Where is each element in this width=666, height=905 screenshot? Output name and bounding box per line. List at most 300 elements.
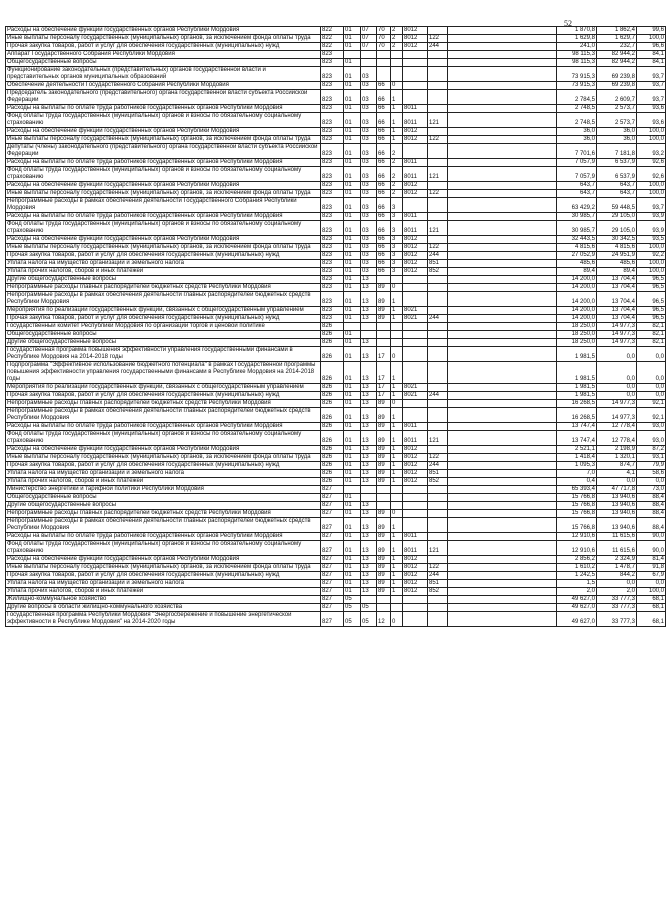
cell-program bbox=[377, 59, 391, 67]
table-row bbox=[6, 244, 666, 252]
cell-program: 89 bbox=[377, 533, 391, 541]
cell-percent: 93,1 bbox=[637, 454, 666, 462]
cell-direction bbox=[403, 502, 428, 510]
cell-section: 01 bbox=[344, 82, 361, 90]
cell-direction: 8012 bbox=[403, 182, 428, 190]
cell-plan: 14 200,0 bbox=[557, 276, 597, 284]
cell-ministry: 823 bbox=[321, 59, 344, 67]
cell-name: Расходы на выплаты по оплате труда работников государственных органов Республики Мордовия bbox=[6, 105, 321, 113]
cell-subsection bbox=[361, 494, 377, 502]
cell-subprogram: 1 bbox=[391, 392, 403, 400]
cell-program: 66 bbox=[377, 128, 391, 136]
cell-expense-type: 122 bbox=[428, 564, 448, 572]
cell-name: Председатель законодательного (представительного) органа государственной власти субъекта Российской Федерации bbox=[6, 90, 321, 105]
cell-execution: 232,7 bbox=[597, 43, 637, 51]
cell-execution: 0,0 bbox=[597, 347, 637, 362]
cell-section: 01 bbox=[344, 510, 361, 518]
cell-execution: 0,0 bbox=[597, 362, 637, 384]
cell-expense-type: 121 bbox=[428, 541, 448, 556]
cell-section: 01 bbox=[344, 392, 361, 400]
cell-execution: 14 977,3 bbox=[597, 339, 637, 347]
cell-direction: 8012 bbox=[403, 43, 428, 51]
cell-subsection: 03 bbox=[361, 90, 377, 105]
cell-program: 17 bbox=[377, 347, 391, 362]
cell-direction: 8012 bbox=[403, 128, 428, 136]
table-row bbox=[6, 572, 666, 580]
table-row bbox=[6, 494, 666, 502]
cell-plan: 13 747,4 bbox=[557, 423, 597, 431]
cell-subprogram: 1 bbox=[391, 462, 403, 470]
cell-name: Государственный комитет Республики Мордовия по организации торгов и ценовой политике bbox=[6, 323, 321, 331]
cell-section: 01 bbox=[344, 105, 361, 113]
cell-direction: 8012 bbox=[403, 478, 428, 486]
cell-section: 01 bbox=[344, 167, 361, 182]
cell-expense-type bbox=[428, 307, 448, 315]
table-row bbox=[6, 51, 666, 59]
cell-direction bbox=[403, 276, 428, 284]
table-row bbox=[6, 67, 666, 82]
cell-percent: 92,1 bbox=[637, 400, 666, 408]
cell-subprogram bbox=[391, 486, 403, 494]
cell-extra bbox=[448, 384, 557, 392]
cell-plan: 98 115,3 bbox=[557, 59, 597, 67]
cell-subsection: 03 bbox=[361, 213, 377, 221]
cell-name: Расходы на обеспечение функций государственных органов Республики Мордовия bbox=[6, 182, 321, 190]
cell-extra bbox=[448, 221, 557, 236]
cell-extra bbox=[448, 339, 557, 347]
cell-program: 70 bbox=[377, 43, 391, 51]
cell-subsection: 13 bbox=[361, 564, 377, 572]
cell-section: 01 bbox=[344, 236, 361, 244]
cell-plan: 18 250,0 bbox=[557, 339, 597, 347]
cell-expense-type: 244 bbox=[428, 572, 448, 580]
cell-expense-type bbox=[428, 159, 448, 167]
cell-ministry: 823 bbox=[321, 244, 344, 252]
cell-subsection: 13 bbox=[361, 478, 377, 486]
table-row bbox=[6, 478, 666, 486]
cell-program bbox=[377, 604, 391, 612]
cell-extra bbox=[448, 190, 557, 198]
cell-plan: 49 627,0 bbox=[557, 604, 597, 612]
cell-ministry: 826 bbox=[321, 462, 344, 470]
cell-extra bbox=[448, 423, 557, 431]
cell-subsection: 07 bbox=[361, 27, 377, 35]
cell-subsection: 13 bbox=[361, 580, 377, 588]
cell-direction: 8012 bbox=[403, 268, 428, 276]
cell-section: 05 bbox=[344, 604, 361, 612]
cell-plan: 1 981,5 bbox=[557, 384, 597, 392]
cell-execution: 82 944,2 bbox=[597, 59, 637, 67]
cell-section: 01 bbox=[344, 454, 361, 462]
cell-name: Расходы на обеспечение функций государственных органов Республики Мордовия bbox=[6, 556, 321, 564]
cell-plan: 2 521,1 bbox=[557, 446, 597, 454]
table-row bbox=[6, 276, 666, 284]
cell-extra bbox=[448, 431, 557, 446]
cell-expense-type: 851 bbox=[428, 260, 448, 268]
cell-ministry: 826 bbox=[321, 446, 344, 454]
cell-subprogram: 2 bbox=[391, 190, 403, 198]
cell-name: Иные выплаты персоналу государственных (муниципальных) органов, за исключением фонда оплаты труда bbox=[6, 136, 321, 144]
cell-execution: 30 342,5 bbox=[597, 236, 637, 244]
cell-subprogram: 1 bbox=[391, 556, 403, 564]
cell-percent: 82,1 bbox=[637, 339, 666, 347]
cell-direction: 8011 bbox=[403, 167, 428, 182]
cell-plan: 14 200,0 bbox=[557, 284, 597, 292]
cell-ministry: 823 bbox=[321, 236, 344, 244]
table-row bbox=[6, 533, 666, 541]
cell-ministry: 826 bbox=[321, 339, 344, 347]
table-row bbox=[6, 596, 666, 604]
cell-name: Функционирование законодательных (представительных) органов государственной власти и представительных органов муниципальных образований bbox=[6, 67, 321, 82]
cell-name: Расходы на обеспечение функций государственных органов Республики Мордовия bbox=[6, 128, 321, 136]
cell-expense-type bbox=[428, 556, 448, 564]
cell-program: 89 bbox=[377, 572, 391, 580]
cell-plan: 2 748,5 bbox=[557, 105, 597, 113]
table-row bbox=[6, 307, 666, 315]
cell-ministry: 826 bbox=[321, 454, 344, 462]
cell-section bbox=[344, 51, 361, 59]
cell-expense-type bbox=[428, 400, 448, 408]
cell-expense-type bbox=[428, 236, 448, 244]
cell-direction: 8012 bbox=[403, 260, 428, 268]
cell-expense-type: 852 bbox=[428, 478, 448, 486]
cell-plan: 49 627,0 bbox=[557, 596, 597, 604]
cell-extra bbox=[448, 315, 557, 323]
cell-plan: 73 915,3 bbox=[557, 67, 597, 82]
cell-extra bbox=[448, 446, 557, 454]
cell-extra bbox=[448, 128, 557, 136]
table-row bbox=[6, 43, 666, 51]
cell-subprogram: 2 bbox=[391, 43, 403, 51]
cell-extra bbox=[448, 347, 557, 362]
cell-name: Другие вопросы в области жилищно-коммунального хозяйства bbox=[6, 604, 321, 612]
cell-ministry: 826 bbox=[321, 362, 344, 384]
cell-extra bbox=[448, 362, 557, 384]
cell-ministry: 823 bbox=[321, 213, 344, 221]
cell-expense-type bbox=[428, 494, 448, 502]
cell-expense-type bbox=[428, 596, 448, 604]
cell-execution: 13 704,4 bbox=[597, 315, 637, 323]
cell-ministry: 823 bbox=[321, 268, 344, 276]
cell-subsection: 07 bbox=[361, 43, 377, 51]
cell-program bbox=[377, 323, 391, 331]
cell-section: 01 bbox=[344, 408, 361, 423]
cell-subsection: 13 bbox=[361, 292, 377, 307]
cell-direction bbox=[403, 362, 428, 384]
cell-percent: 93,0 bbox=[637, 431, 666, 446]
cell-name: Общегосударственные вопросы bbox=[6, 494, 321, 502]
cell-plan: 2 784,5 bbox=[557, 90, 597, 105]
cell-section: 01 bbox=[344, 580, 361, 588]
cell-subsection: 05 bbox=[361, 604, 377, 612]
cell-plan: 2,0 bbox=[557, 588, 597, 596]
table-row bbox=[6, 35, 666, 43]
cell-extra bbox=[448, 113, 557, 128]
cell-expense-type bbox=[428, 384, 448, 392]
cell-extra bbox=[448, 572, 557, 580]
cell-expense-type: 852 bbox=[428, 268, 448, 276]
cell-direction: 8012 bbox=[403, 588, 428, 596]
cell-percent: 96,6 bbox=[637, 43, 666, 51]
cell-percent: 93,6 bbox=[637, 105, 666, 113]
cell-execution: 643,7 bbox=[597, 182, 637, 190]
cell-subsection bbox=[361, 486, 377, 494]
cell-section: 01 bbox=[344, 347, 361, 362]
cell-percent: 68,1 bbox=[637, 612, 666, 627]
cell-direction: 8011 bbox=[403, 159, 428, 167]
table-row bbox=[6, 236, 666, 244]
table-row bbox=[6, 252, 666, 260]
cell-extra bbox=[448, 244, 557, 252]
cell-direction: 8012 bbox=[403, 190, 428, 198]
cell-program: 89 bbox=[377, 423, 391, 431]
cell-section: 01 bbox=[344, 268, 361, 276]
cell-plan: 36,0 bbox=[557, 128, 597, 136]
cell-subsection: 13 bbox=[361, 556, 377, 564]
cell-execution: 59 448,5 bbox=[597, 198, 637, 213]
cell-extra bbox=[448, 400, 557, 408]
cell-subprogram: 3 bbox=[391, 221, 403, 236]
cell-name: Аппарат Государственного Собрания Республики Мордовия bbox=[6, 51, 321, 59]
table-row bbox=[6, 400, 666, 408]
table-row bbox=[6, 90, 666, 105]
cell-percent: 0,0 bbox=[637, 362, 666, 384]
cell-execution: 2 609,7 bbox=[597, 90, 637, 105]
cell-expense-type bbox=[428, 502, 448, 510]
cell-direction bbox=[403, 596, 428, 604]
cell-direction: 8012 bbox=[403, 252, 428, 260]
cell-percent: 81,4 bbox=[637, 556, 666, 564]
cell-execution: 33 777,3 bbox=[597, 612, 637, 627]
cell-execution: 13 940,6 bbox=[597, 510, 637, 518]
cell-execution: 0,0 bbox=[597, 392, 637, 400]
cell-direction: 8012 bbox=[403, 27, 428, 35]
cell-percent: 92,1 bbox=[637, 408, 666, 423]
cell-expense-type bbox=[428, 182, 448, 190]
cell-execution: 13 704,4 bbox=[597, 292, 637, 307]
cell-program: 89 bbox=[377, 588, 391, 596]
cell-subprogram: 1 bbox=[391, 564, 403, 572]
cell-section: 01 bbox=[344, 35, 361, 43]
cell-subprogram: 3 bbox=[391, 252, 403, 260]
cell-direction bbox=[403, 292, 428, 307]
cell-subsection: 05 bbox=[361, 612, 377, 627]
cell-section: 01 bbox=[344, 588, 361, 596]
cell-program: 89 bbox=[377, 284, 391, 292]
cell-subsection: 13 bbox=[361, 470, 377, 478]
cell-execution: 0,0 bbox=[597, 478, 637, 486]
cell-section: 01 bbox=[344, 423, 361, 431]
cell-program: 66 bbox=[377, 90, 391, 105]
cell-ministry: 823 bbox=[321, 82, 344, 90]
table-row bbox=[6, 105, 666, 113]
cell-percent: 93,7 bbox=[637, 198, 666, 213]
cell-subprogram: 3 bbox=[391, 244, 403, 252]
cell-program bbox=[377, 276, 391, 284]
cell-name: Фонд оплаты труда государственных (муниципальных) органов и взносы по обязательному социальному страхованию bbox=[6, 541, 321, 556]
cell-plan: 32 443,5 bbox=[557, 236, 597, 244]
cell-section: 01 bbox=[344, 113, 361, 128]
cell-extra bbox=[448, 541, 557, 556]
cell-percent: 93,5 bbox=[637, 236, 666, 244]
cell-percent: 93,2 bbox=[637, 144, 666, 159]
cell-execution: 14 977,3 bbox=[597, 331, 637, 339]
cell-ministry: 823 bbox=[321, 136, 344, 144]
cell-direction: 8021 bbox=[403, 307, 428, 315]
cell-percent: 96,5 bbox=[637, 276, 666, 284]
cell-section: 01 bbox=[344, 533, 361, 541]
cell-ministry: 823 bbox=[321, 198, 344, 213]
cell-program: 66 bbox=[377, 268, 391, 276]
table-row bbox=[6, 392, 666, 400]
cell-direction: 8012 bbox=[403, 136, 428, 144]
table-row bbox=[6, 144, 666, 159]
cell-direction: 8011 bbox=[403, 221, 428, 236]
cell-plan: 98 115,3 bbox=[557, 51, 597, 59]
cell-expense-type bbox=[428, 446, 448, 454]
cell-subprogram: 3 bbox=[391, 260, 403, 268]
cell-expense-type: 122 bbox=[428, 454, 448, 462]
cell-ministry: 822 bbox=[321, 35, 344, 43]
cell-ministry: 827 bbox=[321, 580, 344, 588]
cell-percent: 93,9 bbox=[637, 213, 666, 221]
cell-ministry: 827 bbox=[321, 556, 344, 564]
cell-extra bbox=[448, 556, 557, 564]
table-row bbox=[6, 284, 666, 292]
cell-execution: 69 239,8 bbox=[597, 82, 637, 90]
table-row bbox=[6, 292, 666, 307]
cell-subprogram: 1 bbox=[391, 292, 403, 307]
cell-subsection: 13 bbox=[361, 502, 377, 510]
cell-extra bbox=[448, 59, 557, 67]
cell-extra bbox=[448, 518, 557, 533]
cell-program bbox=[377, 494, 391, 502]
cell-direction: 8021 bbox=[403, 384, 428, 392]
cell-name: Прочая закупка товаров, работ и услуг для обеспечения государственных (муниципальных) нужд bbox=[6, 252, 321, 260]
cell-ministry: 827 bbox=[321, 564, 344, 572]
cell-percent: 100,0 bbox=[637, 190, 666, 198]
cell-execution: 874,7 bbox=[597, 462, 637, 470]
cell-percent: 82,1 bbox=[637, 323, 666, 331]
cell-name: Министерство энергетики и тарифной политики Республики Мордовия bbox=[6, 486, 321, 494]
cell-subsection bbox=[361, 51, 377, 59]
cell-subprogram bbox=[391, 323, 403, 331]
cell-subprogram: 1 bbox=[391, 572, 403, 580]
cell-program: 89 bbox=[377, 307, 391, 315]
cell-percent: 93,9 bbox=[637, 221, 666, 236]
cell-expense-type bbox=[428, 408, 448, 423]
cell-direction bbox=[403, 90, 428, 105]
cell-subsection: 13 bbox=[361, 533, 377, 541]
cell-name: Государственная программа Республики Мордовия "Энергосбережение и повышение энергетической эффективности в Республике Мордовия" на 2014-2020 годы bbox=[6, 612, 321, 627]
cell-section: 01 bbox=[344, 276, 361, 284]
cell-program bbox=[377, 51, 391, 59]
cell-direction bbox=[403, 494, 428, 502]
cell-plan: 89,4 bbox=[557, 268, 597, 276]
cell-percent: 67,9 bbox=[637, 572, 666, 580]
cell-section: 01 bbox=[344, 221, 361, 236]
cell-plan: 485,6 bbox=[557, 260, 597, 268]
cell-direction: 8012 bbox=[403, 446, 428, 454]
cell-section: 01 bbox=[344, 292, 361, 307]
cell-extra bbox=[448, 604, 557, 612]
cell-subprogram: 2 bbox=[391, 35, 403, 43]
cell-subsection: 07 bbox=[361, 35, 377, 43]
cell-program: 70 bbox=[377, 27, 391, 35]
cell-percent: 100,0 bbox=[637, 35, 666, 43]
cell-plan: 27 052,9 bbox=[557, 252, 597, 260]
cell-subsection: 13 bbox=[361, 541, 377, 556]
cell-subsection bbox=[361, 323, 377, 331]
cell-program bbox=[377, 486, 391, 494]
table-row bbox=[6, 408, 666, 423]
cell-name: Мероприятия по реализации государственных функций, связанных с общегосударственным управлением bbox=[6, 384, 321, 392]
cell-section: 01 bbox=[344, 362, 361, 384]
cell-direction: 8012 bbox=[403, 564, 428, 572]
cell-program: 66 bbox=[377, 167, 391, 182]
cell-subprogram: 3 bbox=[391, 198, 403, 213]
cell-expense-type bbox=[428, 51, 448, 59]
cell-ministry: 827 bbox=[321, 596, 344, 604]
cell-name: Иные выплаты персоналу государственных (муниципальных) органов, за исключением фонда оплаты труда bbox=[6, 564, 321, 572]
cell-execution: 89,4 bbox=[597, 268, 637, 276]
cell-ministry: 826 bbox=[321, 478, 344, 486]
cell-name: Общегосударственные вопросы bbox=[6, 59, 321, 67]
cell-percent: 92,6 bbox=[637, 167, 666, 182]
cell-expense-type bbox=[428, 486, 448, 494]
cell-direction bbox=[403, 144, 428, 159]
cell-subsection: 03 bbox=[361, 252, 377, 260]
cell-plan: 16 268,5 bbox=[557, 408, 597, 423]
cell-execution: 14 977,3 bbox=[597, 408, 637, 423]
cell-program: 89 bbox=[377, 454, 391, 462]
cell-ministry: 823 bbox=[321, 260, 344, 268]
cell-subprogram bbox=[391, 51, 403, 59]
cell-name: Непрограммные расходы в рамках обеспечения деятельности главных распорядителей бюджетных средств Республики Мордовия bbox=[6, 408, 321, 423]
cell-ministry: 823 bbox=[321, 128, 344, 136]
cell-ministry: 823 bbox=[321, 276, 344, 284]
cell-program: 17 bbox=[377, 384, 391, 392]
cell-execution: 12 778,4 bbox=[597, 431, 637, 446]
cell-name: Уплата налога на имущество организаций и земельного налога bbox=[6, 470, 321, 478]
cell-execution: 6 537,9 bbox=[597, 159, 637, 167]
cell-direction: 8012 bbox=[403, 454, 428, 462]
cell-program bbox=[377, 67, 391, 82]
cell-program bbox=[377, 596, 391, 604]
cell-subsection: 13 bbox=[361, 400, 377, 408]
cell-plan: 18 250,0 bbox=[557, 331, 597, 339]
cell-execution: 0,0 bbox=[597, 384, 637, 392]
cell-direction bbox=[403, 51, 428, 59]
cell-execution: 0,0 bbox=[597, 580, 637, 588]
cell-direction bbox=[403, 198, 428, 213]
cell-subsection: 03 bbox=[361, 268, 377, 276]
cell-plan: 14 200,0 bbox=[557, 292, 597, 307]
cell-section: 01 bbox=[344, 198, 361, 213]
cell-ministry: 823 bbox=[321, 90, 344, 105]
cell-ministry: 823 bbox=[321, 252, 344, 260]
cell-expense-type bbox=[428, 347, 448, 362]
cell-percent: 96,5 bbox=[637, 292, 666, 307]
cell-subsection bbox=[361, 596, 377, 604]
cell-percent: 93,7 bbox=[637, 90, 666, 105]
cell-subprogram: 1 bbox=[391, 128, 403, 136]
cell-expense-type bbox=[428, 323, 448, 331]
cell-percent: 0,0 bbox=[637, 478, 666, 486]
cell-section: 01 bbox=[344, 331, 361, 339]
cell-section: 01 bbox=[344, 384, 361, 392]
cell-subprogram: 1 bbox=[391, 431, 403, 446]
